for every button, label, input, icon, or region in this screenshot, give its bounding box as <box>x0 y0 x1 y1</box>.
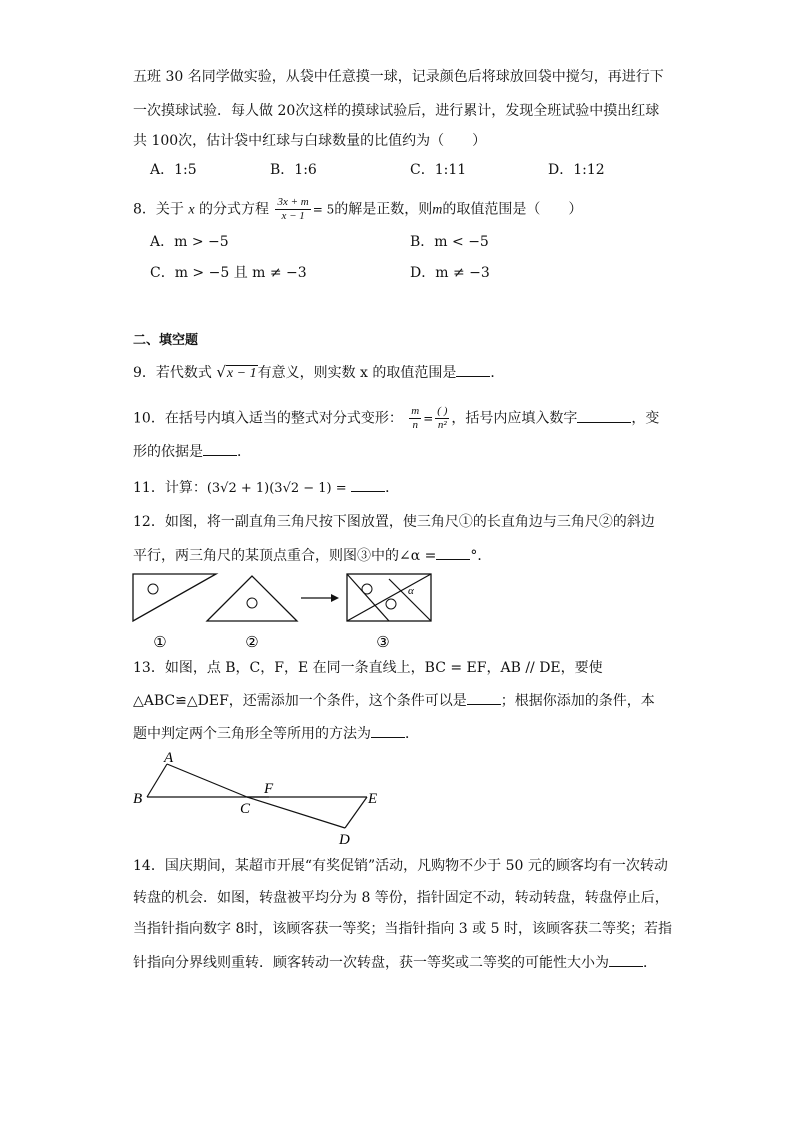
q14-end: ． <box>643 955 657 971</box>
q8-suffix2: 的取值范围是（ ） <box>442 201 583 218</box>
q8-prefix: 8．关于 <box>133 201 189 218</box>
q9-prefix: 9．若代数式 <box>133 365 217 381</box>
fig-label-3: ③ <box>376 635 390 651</box>
q13-line2b: ；根据你添加的条件，本 <box>500 693 655 709</box>
q10-frac1-den: n <box>412 419 418 431</box>
q14-line4 <box>133 952 657 973</box>
q10-frac1-num: m <box>411 405 420 417</box>
segment-fd <box>247 797 345 828</box>
point-f-label: F <box>264 781 274 797</box>
q14-line1: 14．国庆期间，某超市开展“有奖促销”活动，凡购物不少于 50 元的顾客均有一次转动 <box>133 858 668 874</box>
fig-label-1: ① <box>153 635 167 651</box>
segment-ed <box>345 797 367 828</box>
q8-mid: 的分式方程 <box>194 201 270 218</box>
point-b-label: B <box>133 791 143 807</box>
fig-label-2: ② <box>245 635 259 651</box>
q9-suffix: 有意义，则实数 x 的取值范围是 <box>257 365 457 381</box>
q8-eq: = 5 <box>312 202 335 217</box>
q14-line3: 当指针指向数字 8时，该顾客获一等奖；当指针指向 3 或 5 时，该顾客获二等奖；若指 <box>133 921 672 937</box>
q12-line2-text: 平行，两三角尺的某顶点重合，则图③中的∠α = <box>133 548 437 564</box>
q11-prefix: 11．计算： <box>133 480 207 496</box>
q8-var-m: m <box>432 202 443 218</box>
q9-stem: 9．若代数式 √x − 1有意义，则实数 x 的取值范围是 ． <box>133 363 505 381</box>
q10-suffix2: ，变 <box>631 410 660 427</box>
q13-end: ． <box>405 726 419 742</box>
q11-expression: (3√2 + 1)(3√2 − 1) = <box>206 481 347 496</box>
q10-line2-text: 形的依据是 <box>133 444 203 460</box>
q8-suffix: 的解是正数，则 <box>334 201 433 218</box>
q8-option-d: D．m ≠ −3 <box>410 265 490 281</box>
q7-option-d: D．1:12 <box>548 162 605 178</box>
q10-end: ． <box>237 444 251 460</box>
q12-end: °． <box>470 548 492 564</box>
q7-line2: 一次摸球试验．每人做 20次这样的摸球试验后，进行累计，发现全班试验中摸出红球 <box>133 103 660 119</box>
alpha-label: α <box>408 585 414 597</box>
point-c-label: C <box>240 801 251 817</box>
point-a-label: A <box>164 750 174 766</box>
q9-end: ． <box>490 365 505 381</box>
q7-option-b: B．1:6 <box>270 162 317 178</box>
segment-ab <box>147 764 167 797</box>
q9-radicand: x − 1 <box>226 366 257 381</box>
q8-option-c: C．m > −5 且 m ≠ −3 <box>150 265 307 281</box>
q8-frac-num: 3x + m <box>277 196 309 208</box>
q10-frac2-num: ( ) <box>437 405 448 417</box>
segment-ac <box>167 764 247 797</box>
q14-answer-blank[interactable] <box>609 952 643 967</box>
q8-var-x: x <box>188 202 195 218</box>
q13-line1: 13．如图，点 B，C，F，E 在同一条直线上，BC = EF，AB // DE，要使 <box>133 660 603 676</box>
q7-line3: 共 100次，估计袋中红球与白球数量的比值约为（ ） <box>133 133 487 149</box>
q14-line2: 转盘的机会．如图，转盘被平均分为 8 等份，指针固定不动，转动转盘，转盘停止后， <box>133 890 669 906</box>
q14-line4-text: 针指向分界线则重转．顾客转动一次转盘，获一等奖或二等奖的可能性大小为 <box>133 955 609 971</box>
point-e-label: E <box>368 791 378 807</box>
q7-line1: 五班 30 名同学做实验，从袋中任意摸一球，记录颜色后将球放回袋中搅匀，再进行下 <box>133 69 664 85</box>
q8-option-b: B．m < −5 <box>410 234 489 250</box>
q8-option-a: A．m > −5 <box>150 234 229 250</box>
q11-end: ． <box>385 480 400 496</box>
q12-line1: 12．如图，将一副直角三角尺按下图放置，使三角尺①的长直角边与三角尺②的斜边 <box>133 514 655 530</box>
point-d-label: D <box>339 832 350 848</box>
section-heading-fill-blank: 二、填空题 <box>133 333 199 348</box>
q10-prefix: 10．在括号内填入适当的整式对分式变形： <box>133 410 403 427</box>
q13-line3-text: 题中判定两个三角形全等所用的方法为 <box>133 726 371 742</box>
q8-frac-den: x − 1 <box>281 210 305 222</box>
q7-option-a: A．1:5 <box>150 162 197 178</box>
q13-line2-text: △ABC≌△DEF，还需添加一个条件，这个条件可以是 <box>133 693 467 709</box>
q10-eq: = <box>423 411 434 426</box>
q10-suffix: ，括号内应填入数字 <box>451 410 578 427</box>
q7-option-c: C．1:11 <box>410 162 467 178</box>
q10-frac2-den: n² <box>437 419 447 431</box>
